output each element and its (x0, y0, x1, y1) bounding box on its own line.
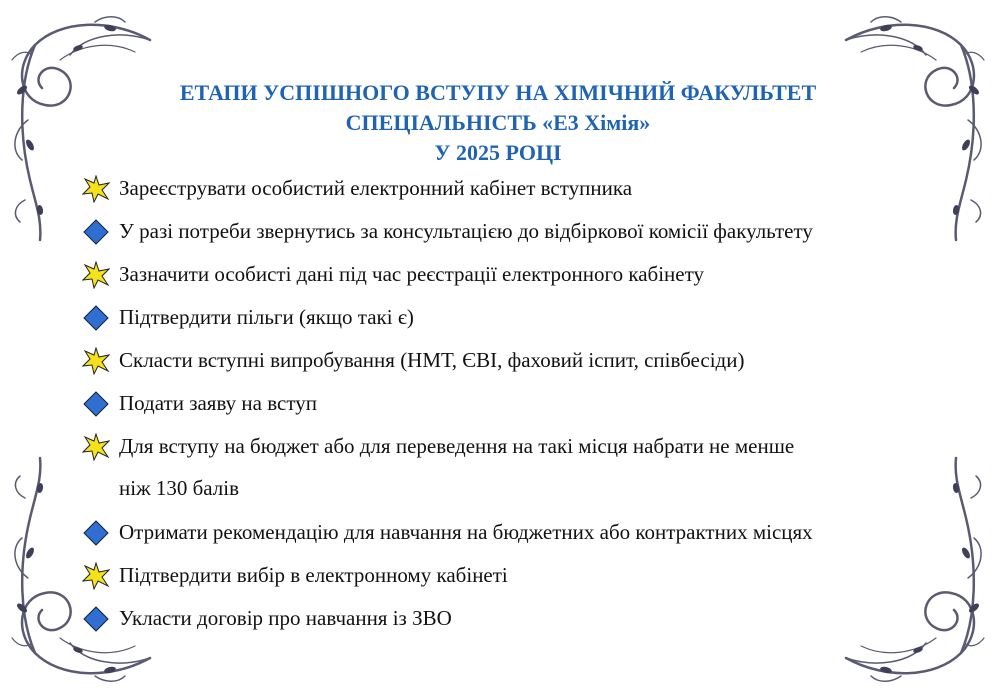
list-item-text: Укласти договір про навчання із ЗВО (119, 606, 452, 630)
star-icon (82, 175, 110, 203)
star-icon (82, 347, 110, 375)
diamond-icon (82, 519, 110, 547)
list-item (82, 299, 932, 342)
list-item (82, 342, 932, 385)
list-item-text: Зазначити особисті дані під час реєстрації електронного кабінету (119, 262, 705, 286)
list-item-text: Підтвердити пільги (якщо такі є) (119, 305, 414, 329)
star-icon (82, 433, 110, 461)
title-line-2: СПЕЦІАЛЬНІСТЬ «Е3 Хімія» (345, 110, 651, 135)
title-line-1: ЕТАПИ УСПІШНОГО ВСТУПУ НА ХІМІЧНИЙ ФАКУЛЬТЕТ (179, 80, 817, 105)
diamond-icon (82, 390, 110, 418)
steps-list (82, 170, 932, 643)
star-icon (82, 562, 110, 590)
list-item-text: Подати заяву на вступ (119, 391, 317, 415)
list-item (82, 514, 932, 557)
list-item-text: Зареєструвати особистий електронний кабінет вступника (119, 176, 633, 200)
list-item-text: Скласти вступні випробування (НМТ, ЄВІ, фаховий іспит, співбесіди) (119, 348, 745, 372)
list-item (82, 256, 932, 299)
list-item (82, 385, 932, 428)
star-icon (82, 261, 110, 289)
list-item (82, 557, 932, 600)
list-item-text: Для вступу на бюджет або для переведення на такі місця набрати не менше (119, 434, 795, 458)
diamond-icon (82, 218, 110, 246)
diamond-icon (82, 605, 110, 633)
list-item-text: Отримати рекомендацію для навчання на бюджетних або контрактних місцях (119, 520, 813, 544)
list-item (82, 170, 932, 213)
list-item (82, 213, 932, 256)
title-line-3: У 2025 РОЦІ (434, 140, 562, 165)
list-item (82, 428, 932, 514)
list-item-text: У разі потреби звернутись за консультацією до відбіркової комісії факультету (119, 219, 813, 243)
list-item (82, 600, 932, 643)
list-item-text-continued: ніж 130 балів (119, 476, 240, 500)
diamond-icon (82, 304, 110, 332)
page-title (0, 78, 996, 168)
list-item-text: Підтвердити вибір в електронному кабінеті (119, 563, 508, 587)
